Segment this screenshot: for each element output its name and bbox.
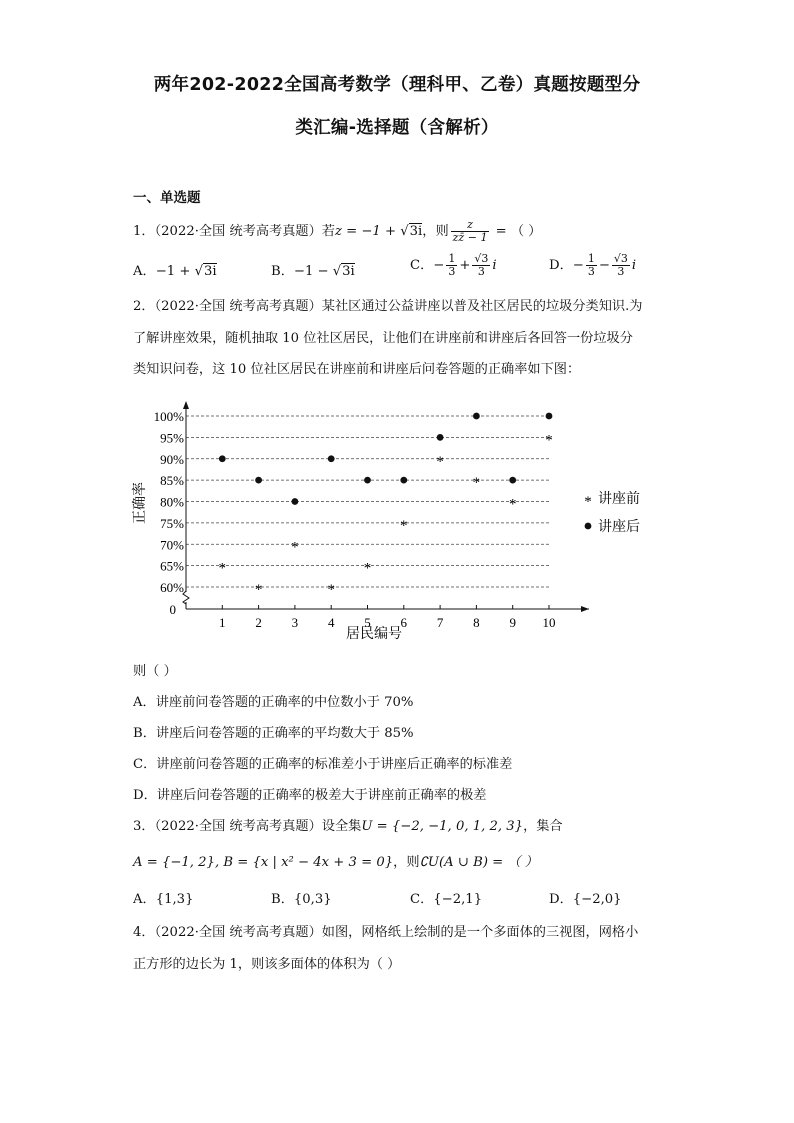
dot-after-4 — [328, 455, 335, 462]
star-before-6: * — [400, 517, 408, 534]
legend-label-before: 讲座前 — [598, 492, 640, 507]
q1-option-c-sign2: + — [459, 258, 471, 273]
y-axis-arrow — [183, 401, 189, 409]
chart-origin-label: 0 — [169, 602, 176, 617]
dot-after-1 — [219, 455, 226, 462]
q2-then: 则（ ） — [133, 664, 177, 679]
section-heading: 一、单选题 — [133, 190, 201, 206]
q3-prefix: 3．（2022·全国 统考高考真题）设全集 — [133, 819, 362, 834]
q1-stem: 1．（2022·全国 统考高考真题）若z = −1 + √3i，则 $\frac{z}{zz̄ - 1}$ = （ ） — [133, 218, 542, 244]
q1-option-c-frac2-den: 3 — [477, 265, 485, 278]
q1-option-d[interactable] — [549, 253, 636, 278]
q1-mid: ，则 — [422, 224, 449, 239]
q1-option-d-frac2-den: 3 — [617, 265, 625, 278]
x-tick-label: 5 — [364, 615, 371, 630]
q1-frac-num: z — [451, 219, 490, 232]
q1-option-c-sign1: − — [433, 258, 445, 273]
q3-sets: A = {−1, 2}, B = {x | x² − 4x + 3 = 0} — [133, 855, 394, 870]
y-tick-label: 65% — [160, 558, 184, 574]
q1-option-d-frac1-den: 3 — [587, 265, 595, 278]
q1-option-d-frac2 — [612, 253, 630, 278]
q2-stem-line1: 2．（2022·全国 统考高考真题）某社区通过公益讲座以普及社区居民的垃圾分类知识.为 — [133, 299, 643, 314]
y-tick-label: 80% — [160, 494, 184, 510]
dot-after-2 — [255, 477, 262, 484]
y-tick-label: 95% — [160, 430, 184, 446]
q4-stem-line1: 4．（2022·全国 统考高考真题）如图，网格纸上绘制的是一个多面体的三视图，网格小 — [133, 925, 639, 940]
q3-suffix: ，集合 — [523, 819, 563, 834]
q1-option-a-text: −1 + — [155, 264, 195, 279]
y-tick-label: 60% — [160, 580, 184, 595]
x-tick-label: 3 — [291, 615, 299, 630]
star-before-7: * — [436, 453, 444, 470]
chart-y-ticks — [154, 409, 185, 595]
q1-option-c-frac2-num: √3 — [474, 252, 489, 265]
star-before-1: * — [218, 560, 227, 577]
q1-fraction — [451, 219, 490, 244]
q1-option-c-frac1-num: 1 — [448, 252, 456, 265]
q2-option-b[interactable]: B．讲座后问卷答题的正确率的平均数大于 85% — [133, 726, 414, 741]
q1-sqrt3i: 3i — [409, 224, 423, 239]
q3-stem-line1 — [133, 815, 563, 834]
q1-option-b-sqrt: 3i — [342, 264, 355, 279]
doc-title-line2: 类汇编-选择题（含解析） — [295, 118, 499, 138]
q3-option-a[interactable]: A．{1,3} — [133, 892, 194, 907]
q2-scatter-chart — [130, 395, 690, 653]
q1-z-expr: z = −1 + — [334, 224, 401, 239]
q2-stem-line2: 了解讲座效果，随机抽取 10 位社区居民，让他们在讲座前和讲座后各回答一份垃圾分 — [133, 331, 633, 346]
q3-option-d[interactable]: D．{−2,0} — [549, 892, 622, 907]
x-tick-label: 9 — [509, 615, 516, 630]
x-tick-label: 2 — [255, 615, 262, 630]
star-before-2: * — [254, 582, 263, 598]
q3-option-c[interactable]: C．{−2,1} — [410, 892, 483, 907]
star-before-10: * — [545, 432, 553, 449]
q1-option-c-label: C． — [410, 258, 434, 273]
q1-option-d-label: D． — [549, 258, 573, 273]
legend-dot-icon — [585, 523, 592, 530]
q1-tail: = （ ） — [491, 224, 542, 239]
q1-option-a-label: A． — [133, 264, 156, 279]
dot-after-8 — [473, 413, 480, 420]
q1-option-d-sign2: − — [598, 258, 610, 273]
dot-after-9 — [509, 477, 516, 484]
q2-option-c[interactable]: C．讲座前问卷答题的正确率的标准差小于讲座后正确率的标准差 — [133, 757, 513, 772]
q3-complement: ∁U(A ∪ B) = （ ） — [419, 855, 538, 870]
dot-after-5 — [364, 477, 371, 484]
q3-universal-set: U = {−2, −1, 0, 1, 2, 3} — [361, 819, 524, 834]
q1-frac-den: zz̄ − 1 — [452, 231, 488, 244]
q1-option-c-frac1-den: 3 — [448, 265, 456, 278]
star-before-8: * — [472, 475, 481, 492]
q3-then: ，则 — [393, 855, 420, 870]
x-tick-label: 4 — [327, 615, 335, 630]
chart-legend — [584, 491, 640, 535]
dot-after-3 — [292, 498, 299, 505]
q3-option-b[interactable]: B．{0,3} — [271, 892, 332, 907]
q2-option-d[interactable]: D．讲座后问卷答题的正确率的极差大于讲座前正确率的极差 — [133, 788, 487, 803]
star-before-3: * — [291, 539, 299, 556]
q4-stem-line2: 正方形的边长为 1，则该多面体的体积为（ ） — [133, 957, 401, 972]
q1-option-d-i: i — [631, 258, 637, 273]
chart-marks — [219, 413, 553, 598]
legend-label-after: 讲座后 — [598, 520, 640, 535]
doc-title-line1: 两年202-2022全国高考数学（理科甲、乙卷）真题按题型分 — [153, 75, 641, 95]
dot-after-10 — [546, 413, 553, 420]
x-axis-arrow — [581, 606, 589, 612]
y-tick-label: 70% — [160, 537, 184, 553]
q1-option-b[interactable]: B．−1 − √3i — [271, 264, 355, 279]
q1-option-b-text: −1 − — [293, 264, 333, 279]
q1-option-d-frac2-num: √3 — [613, 252, 628, 265]
y-tick-label: 75% — [160, 515, 184, 531]
q1-option-a[interactable]: A．−1 + √3i — [133, 264, 217, 279]
x-tick-label: 1 — [219, 615, 226, 630]
y-tick-label: 85% — [160, 473, 184, 489]
dot-after-6 — [400, 477, 407, 484]
x-tick-label: 10 — [542, 615, 556, 630]
star-before-4: * — [327, 582, 335, 598]
q2-option-a[interactable]: A．讲座前问卷答题的正确率的中位数小于 70% — [133, 695, 414, 710]
q1-prefix: 1．（2022·全国 统考高考真题）若 — [133, 224, 335, 239]
q1-option-c[interactable] — [410, 253, 497, 278]
q1-option-a-sqrt: 3i — [204, 264, 217, 279]
chart-axes — [183, 401, 589, 612]
q1-option-d-frac1 — [586, 253, 597, 278]
x-tick-label: 6 — [400, 615, 408, 630]
q1-option-c-i: i — [492, 258, 497, 273]
y-tick-label: 100% — [153, 409, 184, 424]
x-tick-label: 7 — [436, 615, 444, 630]
y-tick-label: 90% — [160, 451, 184, 467]
star-before-5: * — [363, 560, 372, 577]
q1-option-d-sign1: − — [572, 258, 584, 273]
star-before-9: * — [508, 496, 517, 513]
q1-option-c-frac2 — [472, 253, 490, 278]
q1-option-b-label: B． — [271, 264, 294, 279]
q1-option-d-frac1-num: 1 — [587, 252, 595, 265]
legend-star-icon: * — [584, 494, 592, 510]
chart-x-axis-label: 居民编号 — [346, 627, 402, 642]
x-tick-label: 8 — [473, 615, 480, 630]
q3-stem-line2 — [133, 851, 538, 870]
q1-option-c-frac1 — [446, 253, 457, 278]
dot-after-7 — [437, 434, 444, 441]
chart-y-axis-label: 正确率 — [133, 482, 148, 524]
q2-stem-line3: 类知识问卷，这 10 位社区居民在讲座前和讲座后问卷答题的正确率如下图： — [133, 362, 581, 377]
